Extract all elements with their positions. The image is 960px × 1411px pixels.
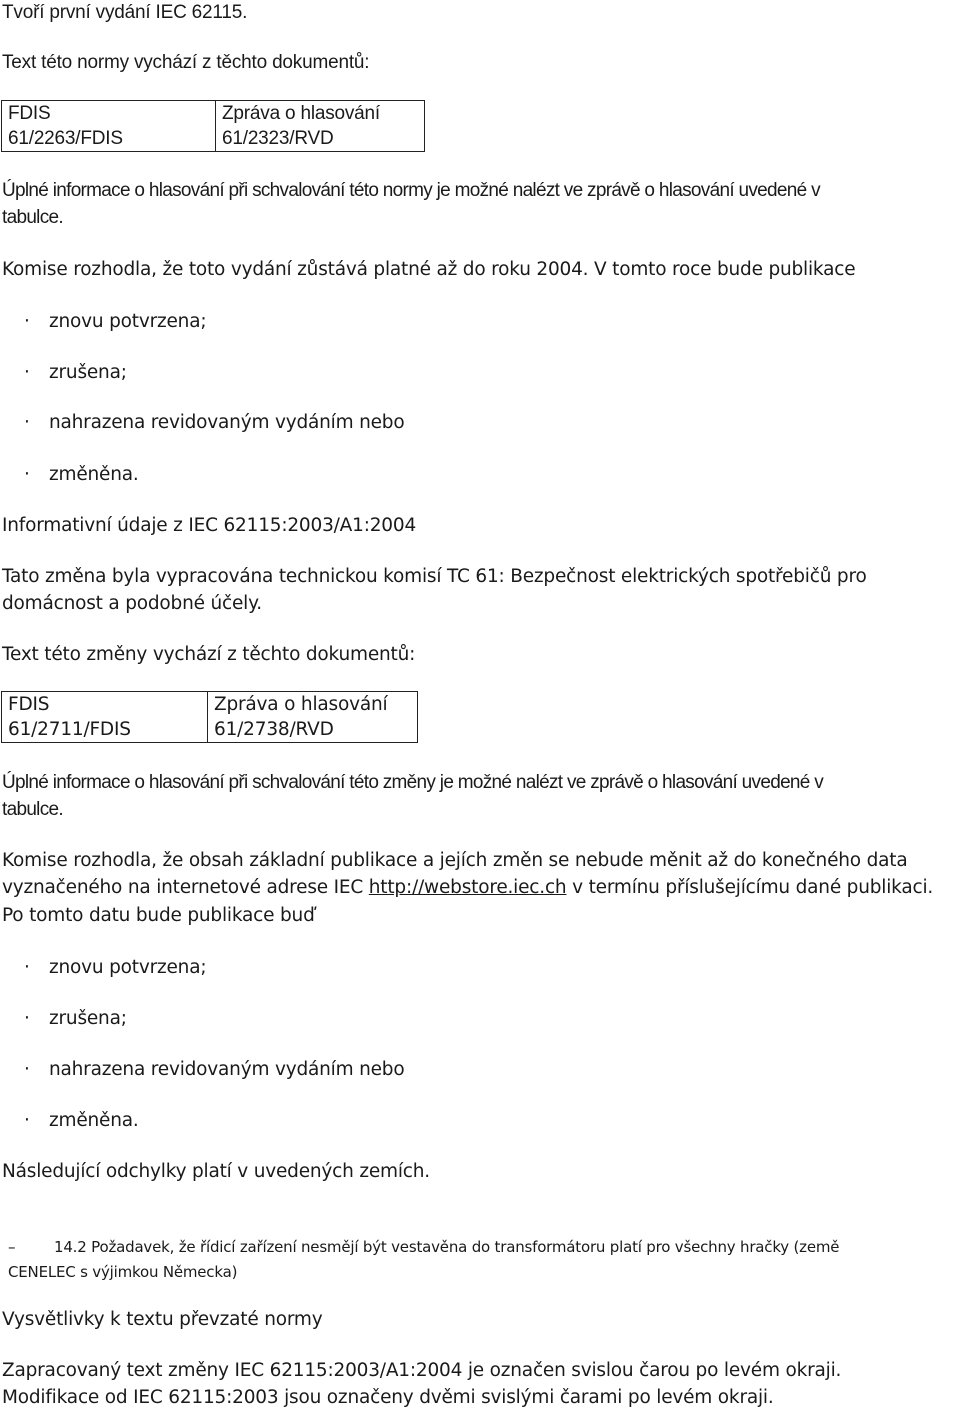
- table-row: [2, 717, 418, 743]
- list-item: · znovu potvrzena;: [24, 957, 207, 978]
- table-cell: 61/2263/FDIS: [2, 126, 216, 152]
- amendment-prepared-text: Tato změna byla vypracována technickou komisí TC 61: Bezpečnost elektrických spotřebičů pro: [2, 566, 867, 587]
- explanations-text-1: Zapracovaný text změny IEC 62115:2003/A1:2004 je označen svislou čarou po levém okraji.: [2, 1360, 842, 1381]
- table-row: [2, 126, 425, 152]
- table-header-cell: Zpráva o hlasování: [216, 101, 425, 127]
- validity-text-1: Komise rozhodla, že toto vydání zůstává platné až do roku 2004. V tomto roce bude publikace: [2, 259, 856, 280]
- deviations-intro: Následující odchylky platí v uvedených zemích.: [2, 1161, 430, 1182]
- explanations-text-2: Modifikace od IEC 62115:2003 jsou označeny dvěmi svislými čarami po levém okraji.: [2, 1387, 774, 1408]
- table-cell: 61/2711/FDIS: [2, 717, 208, 743]
- list-item: · nahrazena revidovaným vydáním nebo: [24, 412, 405, 433]
- list-item: · změněna.: [24, 464, 139, 485]
- amendment-prepared-text-cont: domácnost a podobné účely.: [2, 593, 262, 614]
- deviation-item-cont: CENELEC s výjimkou Německa): [8, 1263, 238, 1281]
- voting-documents-table-2: [1, 691, 418, 743]
- validity-text-2-cont: vyznačeného na internetové adrese IEC http://webstore.iec.ch v termínu příslušejícímu dané publikaci.: [2, 877, 934, 898]
- voting-info-text-2-cont: tabulce.: [2, 799, 63, 820]
- voting-documents-table-1: [1, 100, 425, 152]
- amendment-heading: Informativní údaje z IEC 62115:2003/A1:2004: [2, 515, 417, 536]
- list-item: · nahrazena revidovaným vydáním nebo: [24, 1059, 405, 1080]
- table-header-cell: FDIS: [2, 101, 216, 127]
- table-header-cell: FDIS: [2, 692, 208, 718]
- table-cell: 61/2738/RVD: [208, 717, 418, 743]
- list-item: · zrušena;: [24, 362, 127, 383]
- first-edition-text: Tvoří první vydání IEC 62115.: [2, 2, 248, 23]
- iec-webstore-link[interactable]: http://webstore.iec.ch: [368, 877, 567, 898]
- table-header-row: [2, 101, 425, 127]
- deviation-item: – 14.2 Požadavek, že řídicí zařízení nesmějí být vestavěna do transformátoru platí pro všechny hračky (země: [8, 1238, 840, 1256]
- amendment-based-on-text: Text této změny vychází z těchto dokumentů:: [2, 644, 416, 665]
- deviation-dash: –: [8, 1238, 16, 1256]
- voting-info-text-2: Úplné informace o hlasování při schvalování této změny je možné nalézt ve zprávě o hlasování uvedené v: [2, 772, 824, 793]
- list-item: · znovu potvrzena;: [24, 311, 207, 332]
- based-on-documents-text: Text této normy vychází z těchto dokumentů:: [2, 52, 370, 73]
- table-cell: 61/2323/RVD: [216, 126, 425, 152]
- table-header-row: [2, 692, 418, 718]
- voting-info-text-1-cont: tabulce.: [2, 207, 63, 228]
- list-item: · změněna.: [24, 1110, 139, 1131]
- table-header-cell: Zpráva o hlasování: [208, 692, 418, 718]
- validity-text-2-end: Po tomto datu bude publikace buď: [2, 905, 315, 926]
- list-item: · zrušena;: [24, 1008, 127, 1029]
- validity-text-2: Komise rozhodla, že obsah základní publikace a jejích změn se nebude měnit až do konečného data: [2, 850, 908, 871]
- explanations-heading: Vysvětlivky k textu převzaté normy: [2, 1309, 323, 1330]
- voting-info-text-1: Úplné informace o hlasování při schvalování této normy je možné nalézt ve zprávě o hlasování uvedené v: [2, 180, 820, 201]
